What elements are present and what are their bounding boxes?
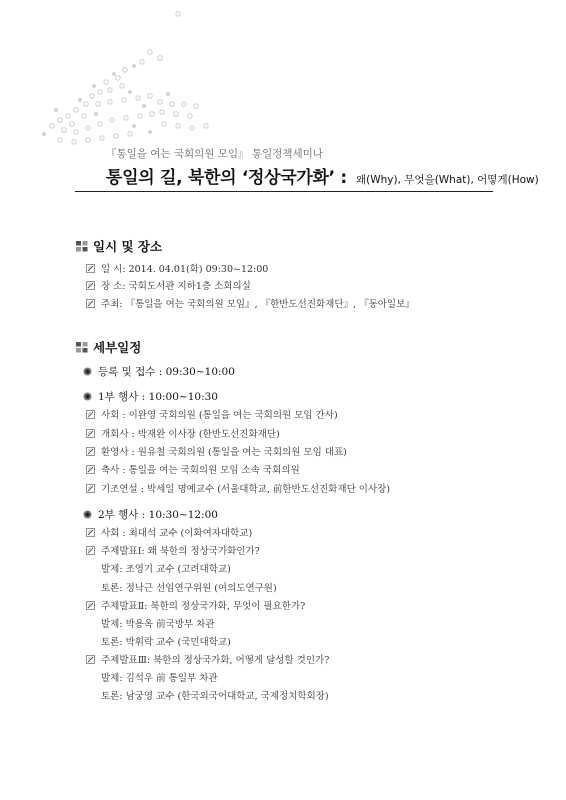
part2-topic2-presenter: 발제: 박용옥 前국방부 차관 [101, 619, 215, 630]
overview-item-date: 일 시: 2014. 04.01(화) 09:30~12:00 [86, 263, 268, 276]
part2-chair: 사회 : 최대석 교수 (이화여자대학교) [86, 527, 252, 540]
schedule-heading [76, 338, 141, 356]
page-title [106, 163, 539, 188]
squares-icon [76, 241, 88, 252]
bullet-icon [83, 510, 92, 519]
note-icon [86, 410, 95, 419]
part1-item: 환영사 : 원유철 국회의원 (통일을 여는 국회의원 모임 대표) [86, 446, 347, 459]
note-icon [86, 546, 95, 555]
part2-topic1-presenter: 발제: 조영기 교수 (고려대학교) [101, 564, 231, 575]
note-icon [86, 299, 95, 308]
bullet-icon [83, 392, 92, 401]
note-icon [86, 484, 95, 493]
note-icon [86, 528, 95, 537]
title-sub: 왜(Why), 무엇을(What), 어떻게(How) [356, 174, 539, 186]
note-icon [86, 281, 95, 290]
overview-heading-label: 일시 및 장소 [93, 239, 163, 254]
seminar-subtitle: 『통일을 여는 국회의원 모임』 통일정책세미나 [106, 148, 323, 160]
bullet-icon [83, 367, 92, 376]
overview-heading [76, 237, 162, 255]
note-icon [86, 601, 95, 610]
part2-topic1: 주제발표Ⅰ: 왜 북한의 정상국가화인가? [86, 545, 260, 558]
overview-item-host: 주최: 『통일을 여는 국회의원 모임』, 『한반도선진화재단』, 『동아일보』 [86, 298, 415, 311]
title-main: 통일의 길, 북한의 ‘정상국가화’ : [106, 168, 347, 188]
title-divider [75, 191, 493, 192]
decorative-dots [0, 0, 230, 150]
part2-topic3-discussant: 토론: 남궁영 교수 (한국외국어대학교, 국제정치학회장) [101, 691, 329, 702]
part2-heading: 2부 행사 : 10:30~12:00 [83, 507, 218, 522]
squares-icon [76, 342, 88, 353]
part1-item: 개회사 : 박재완 이사장 (한반도선진화재단) [86, 428, 280, 441]
registration-line: 등록 및 접수 : 09:30~10:00 [83, 364, 235, 379]
part1-heading: 1부 행사 : 10:00~10:30 [83, 389, 218, 404]
note-icon [86, 655, 95, 664]
overview-item-venue: 장 소: 국회도서관 지하1층 소회의실 [86, 280, 251, 293]
part2-topic2: 주제발표Ⅱ: 북한의 정상국가화, 무엇이 필요한가? [86, 600, 305, 613]
note-icon [86, 429, 95, 438]
part2-topic2-discussant: 토론: 박휘락 교수 (국민대학교) [101, 637, 231, 648]
part2-topic3: 주제발표Ⅲ: 북한의 정상국가화, 어떻게 달성할 것인가? [86, 654, 329, 667]
part1-item: 사회 : 이완영 국회의원 (통일을 여는 국회의원 모임 간사) [86, 409, 338, 422]
note-icon [86, 264, 95, 273]
part1-item: 축사 : 통일을 여는 국회의원 모임 소속 국회의원 [86, 464, 300, 477]
note-icon [86, 447, 95, 456]
schedule-heading-label: 세부일정 [93, 340, 142, 355]
part2-topic3-presenter: 발제: 김석우 前 통일부 차관 [101, 673, 218, 684]
part1-item: 기조연설 : 박세일 명예교수 (서울대학교, 前한반도선진화재단 이사장) [86, 483, 390, 496]
note-icon [86, 465, 95, 474]
part2-topic1-discussant: 토론: 정낙근 선임연구위원 (여의도연구원) [101, 583, 277, 594]
